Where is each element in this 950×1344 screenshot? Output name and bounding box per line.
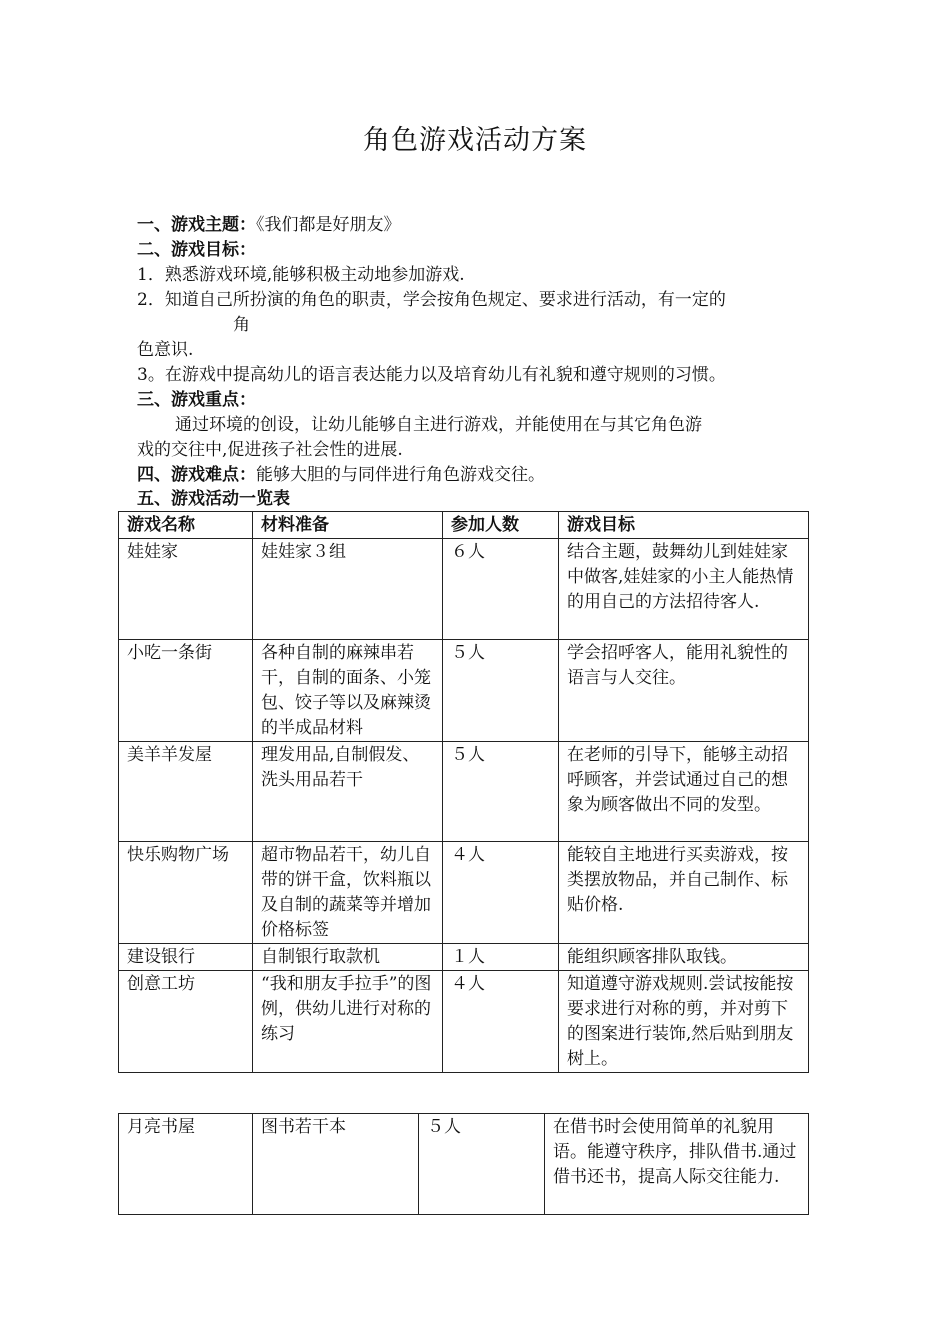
focus-2: 戏的交往中,促进孩子社会性的进展. (137, 440, 403, 460)
table-row (119, 842, 809, 944)
goal-cell: 结合主题，鼓舞幼儿到娃娃家中做客,娃娃家的小主人能热情的用自己的方法招待客人. (559, 539, 809, 640)
header-cell: 游戏名称 (119, 512, 253, 539)
materials-cell: “我和朋友手拉手”的图例，供幼儿进行对称的练习 (253, 971, 443, 1073)
table-row (119, 1114, 809, 1215)
goal-cell: 能较自主地进行买卖游戏，按类摆放物品，并自己制作、标贴价格. (559, 842, 809, 944)
focus-1: 通过环境的创设，让幼儿能够自主进行游戏，并能使用在与其它角色游 (175, 415, 702, 435)
game-name-cell: 快乐购物广场 (119, 842, 253, 944)
difficulty-label: 四、游戏难点： (137, 465, 256, 485)
goal-cell: 在老师的引导下，能够主动招呼顾客，并尝试通过自己的想象为顾客做出不同的发型。 (559, 742, 809, 842)
table-row (119, 539, 809, 640)
goal-cell: 知道遵守游戏规则.尝试按能按要求进行对称的剪，并对剪下的图案进行装饰,然后贴到朋友树上。 (559, 971, 809, 1073)
goal-2c: 色意识. (137, 340, 194, 360)
page-title: 角色游戏活动方案 (363, 125, 587, 156)
table-row (119, 971, 809, 1073)
goal-2b: 角 (233, 315, 250, 335)
game-name-cell: 美羊羊发屋 (119, 742, 253, 842)
materials-cell: 理发用品,自制假发、洗头用品若干 (253, 742, 443, 842)
goal-label: 二、游戏目标： (137, 240, 256, 260)
goal-cell: 学会招呼客人，能用礼貌性的语言与人交往。 (559, 640, 809, 742)
overview-label: 五、游戏活动一览表 (137, 489, 290, 509)
game-name-cell: 建设银行 (119, 944, 253, 971)
activity-table (118, 511, 809, 1073)
header-cell: 参加人数 (443, 512, 559, 539)
game-name-cell: 娃娃家 (119, 539, 253, 640)
materials-cell: 图书若干本 (253, 1114, 419, 1215)
participants-cell: ６人 (443, 539, 559, 640)
goal-cell: 能组织顾客排队取钱。 (559, 944, 809, 971)
participants-cell: ４人 (443, 842, 559, 944)
goal-cell: 在借书时会使用简单的礼貌用语。能遵守秩序，排队借书.通过借书还书，提高人际交往能力. (545, 1114, 809, 1215)
table-header-row (119, 512, 809, 539)
materials-cell: 自制银行取款机 (253, 944, 443, 971)
participants-cell: ４人 (443, 971, 559, 1073)
materials-cell: 娃娃家３组 (253, 539, 443, 640)
difficulty-line (137, 463, 545, 487)
goal-1: 1．熟悉游戏环境,能够积极主动地参加游戏. (137, 265, 465, 285)
theme-label: 一、游戏主题： (137, 215, 256, 235)
theme-line (137, 213, 401, 237)
participants-cell: ５人 (419, 1114, 545, 1215)
activity-table-continued (118, 1113, 809, 1215)
table-row (119, 742, 809, 842)
focus-label: 三、游戏重点： (137, 390, 256, 410)
difficulty-value: 能够大胆的与同伴进行角色游戏交往。 (256, 465, 545, 485)
game-name-cell: 创意工坊 (119, 971, 253, 1073)
goal-2a: 2．知道自己所扮演的角色的职责，学会按角色规定、要求进行活动，有一定的 (137, 290, 726, 310)
table-row (119, 640, 809, 742)
theme-value: 《我们都是好朋友》 (256, 215, 401, 235)
game-name-cell: 小吃一条街 (119, 640, 253, 742)
game-name-cell: 月亮书屋 (119, 1114, 253, 1215)
materials-cell: 各种自制的麻辣串若干，自制的面条、小笼包、饺子等以及麻辣烫的半成品材料 (253, 640, 443, 742)
participants-cell: ５人 (443, 742, 559, 842)
goal-3: 3。在游戏中提高幼儿的语言表达能力以及培育幼儿有礼貌和遵守规则的习惯。 (137, 365, 726, 385)
header-cell: 游戏目标 (559, 512, 809, 539)
participants-cell: １人 (443, 944, 559, 971)
materials-cell: 超市物品若干，幼儿自带的饼干盒，饮料瓶以及自制的蔬菜等并增加价格标签 (253, 842, 443, 944)
table-row (119, 944, 809, 971)
participants-cell: ５人 (443, 640, 559, 742)
header-cell: 材料准备 (253, 512, 443, 539)
